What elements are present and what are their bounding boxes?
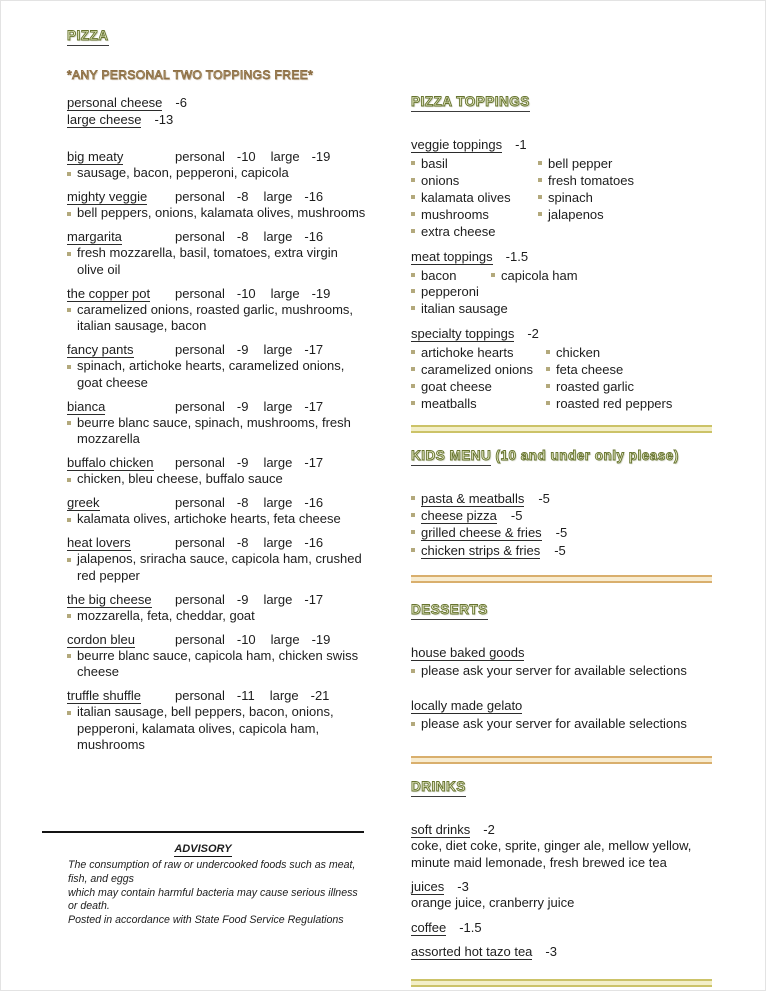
bullet-icon (411, 496, 415, 500)
topping-cell (411, 268, 491, 285)
pizza-name: the copper pot (67, 285, 151, 301)
pizza-list (67, 148, 367, 754)
topping-label: artichoke hearts (421, 345, 514, 361)
pizza-item-header (67, 398, 367, 415)
topping-label: extra cheese (421, 223, 496, 239)
size-label-large: large (270, 149, 300, 164)
pizza-item (67, 687, 367, 754)
drink-name-row (411, 821, 712, 838)
bullet-icon (546, 401, 550, 405)
bullet-icon (67, 614, 71, 618)
item-name: personal cheese (67, 95, 163, 110)
topping-group-specialty (411, 325, 712, 413)
pizza-item-header (67, 148, 367, 165)
bullet-icon (67, 518, 71, 522)
size-label-large: large (269, 688, 299, 703)
topping-cell (546, 362, 712, 379)
pizza-description (67, 511, 367, 528)
topping-cell (411, 156, 538, 173)
kids-menu-section-title (411, 447, 712, 466)
topping-cell (546, 396, 712, 413)
topping-group-price: -2 (527, 326, 539, 342)
topping-cell (546, 345, 712, 362)
drinks-title-text: DRINKS (411, 778, 466, 797)
bullet-icon (546, 367, 550, 371)
pizza-toppings-text: bell peppers, onions, kalamata olives, mushrooms (77, 205, 366, 220)
topping-cell (411, 224, 538, 241)
price-personal: -9 (236, 342, 249, 357)
advisory-line: The consumption of raw or undercooked foods such as meat, fish, and eggs (68, 859, 356, 885)
right-column (411, 93, 712, 991)
bullet-icon (411, 548, 415, 552)
item-name: juices (411, 879, 445, 895)
drink-name-row (411, 943, 712, 960)
dessert-name-row (411, 697, 712, 714)
item-price: -5 (554, 542, 566, 558)
price-large: -17 (304, 342, 324, 357)
topping-row (411, 207, 712, 224)
bullet-icon (538, 178, 542, 182)
size-label-personal: personal (175, 229, 225, 244)
topping-group-veggie (411, 136, 712, 241)
desserts-list (411, 644, 712, 732)
drinks-section-title (411, 778, 712, 797)
topping-row (411, 284, 712, 301)
item-price: -5 (510, 508, 523, 524)
bullet-icon (411, 195, 415, 199)
kids-menu-list (411, 490, 712, 559)
pizza-item (67, 534, 367, 584)
topping-group-price: -1.5 (505, 248, 529, 264)
price-personal: -9 (236, 455, 249, 470)
section-separator (411, 979, 712, 987)
topping-label: roasted garlic (556, 379, 635, 395)
left-column (67, 27, 367, 927)
pizza-toppings-text: beurre blanc sauce, capicola ham, chicken swiss cheese (77, 647, 359, 679)
pizza-toppings-text: fresh mozzarella, basil, tomatoes, extra virgin olive oil (77, 245, 338, 277)
dessert-item (411, 697, 712, 732)
advisory-text (42, 859, 364, 928)
price-personal: -10 (236, 285, 256, 301)
kids-menu-item (411, 524, 712, 541)
item-price: -5 (538, 490, 550, 506)
topping-group-header (411, 248, 712, 265)
price-large: -17 (304, 398, 324, 414)
dessert-item (411, 644, 712, 679)
topping-rows (411, 268, 712, 319)
bullet-icon (67, 252, 71, 256)
size-label-large: large (263, 229, 293, 244)
pizza-name: margarita (67, 229, 122, 244)
size-label-personal: personal (175, 631, 225, 647)
pizza-name: mighty veggie (67, 189, 148, 204)
pizza-name: the big cheese (67, 591, 152, 607)
topping-cell (411, 173, 538, 190)
bullet-icon (538, 161, 542, 165)
drink-description: orange juice, cranberry juice (411, 895, 575, 911)
pizza-item (67, 494, 367, 528)
drink-name-row (411, 878, 712, 895)
item-name: house baked goods (411, 645, 525, 661)
pizza-item (67, 454, 367, 488)
pizza-toppings-text: italian sausage, bell peppers, bacon, onions, pepperoni, kalamata olives, capicola ham, mushrooms (77, 704, 334, 752)
bullet-icon (491, 273, 495, 277)
size-label-personal: personal (175, 149, 225, 164)
item-name: grilled cheese & fries (421, 525, 542, 541)
size-label-personal: personal (175, 455, 225, 470)
dessert-name-row (411, 644, 712, 661)
bullet-icon (411, 669, 415, 673)
topping-group-name: specialty toppings (411, 326, 515, 342)
dessert-description (411, 715, 712, 732)
item-name: chicken strips & fries (421, 542, 541, 558)
topping-label: italian sausage (421, 301, 508, 317)
topping-label: pepperoni (421, 284, 479, 300)
topping-group-name: meat toppings (411, 248, 493, 264)
pizza-toppings-text: spinach, artichoke hearts, caramelized onions, goat cheese (77, 358, 345, 390)
topping-label: bell pepper (548, 156, 613, 171)
pizza-item-header (67, 534, 367, 551)
size-label-personal: personal (175, 688, 225, 703)
cheese-price-list (67, 94, 367, 128)
topping-label: mushrooms (421, 206, 489, 222)
pizza-item-header (67, 341, 367, 358)
size-label-personal: personal (175, 285, 225, 301)
drink-name-row (411, 919, 712, 936)
size-label-large: large (270, 631, 300, 647)
topping-group-header (411, 325, 712, 342)
pizza-description (67, 165, 367, 182)
topping-label: meatballs (421, 395, 477, 411)
topping-group-name: veggie toppings (411, 137, 503, 152)
size-label-personal: personal (175, 535, 225, 550)
pizza-toppings-text: mozzarella, feta, cheddar, goat (77, 607, 255, 623)
bullet-icon (411, 306, 415, 310)
desserts-title-text: DESSERTS (411, 601, 488, 620)
pizza-item-header (67, 285, 367, 302)
price-personal: -8 (236, 189, 249, 204)
pizza-name: big meaty (67, 149, 124, 164)
price-large: -17 (304, 591, 324, 607)
bullet-icon (67, 421, 71, 425)
pizza-item (67, 188, 367, 222)
topping-cell (538, 173, 712, 190)
item-name: cheese pizza (421, 508, 497, 524)
pizza-toppings-text: chicken, bleu cheese, buffalo sauce (77, 471, 283, 486)
topping-label: kalamata olives (421, 189, 511, 205)
item-name: locally made gelato (411, 698, 523, 714)
pizza-item-header (67, 494, 367, 511)
topping-label: roasted red peppers (556, 395, 673, 411)
size-label-large: large (263, 535, 293, 550)
topping-row (411, 190, 712, 207)
price-large: -16 (304, 495, 324, 510)
topping-cell (538, 207, 712, 224)
size-label-personal: personal (175, 342, 225, 357)
topping-row (411, 224, 712, 241)
pizza-description (67, 245, 367, 278)
pizza-description (67, 358, 367, 391)
topping-row (411, 345, 712, 362)
topping-group-header (411, 136, 712, 153)
item-price: -2 (483, 822, 495, 838)
pizza-item-header (67, 228, 367, 245)
topping-cell (411, 190, 538, 207)
price-large: -17 (304, 455, 324, 470)
cheese-price-row (67, 94, 367, 111)
bullet-icon (538, 212, 542, 216)
topping-row (411, 396, 712, 413)
pizza-name: heat lovers (67, 535, 131, 550)
bullet-icon (411, 367, 415, 371)
price-personal: -8 (236, 229, 249, 244)
topping-label: fresh tomatoes (548, 172, 634, 188)
bullet-icon (411, 289, 415, 293)
kids-menu-subtitle: (10 and under only please) (491, 447, 679, 463)
size-label-large: large (263, 495, 293, 510)
price-personal: -11 (236, 688, 255, 703)
pizza-toppings-text: caramelized onions, roasted garlic, mushrooms, italian sausage, bacon (77, 301, 354, 333)
topping-row (411, 173, 712, 190)
pizza-name: greek (67, 495, 100, 510)
bullet-icon (67, 365, 71, 369)
size-label-large: large (263, 398, 293, 414)
item-price: -1.5 (459, 919, 482, 935)
price-personal: -8 (236, 495, 249, 510)
bullet-icon (411, 401, 415, 405)
pizza-description (67, 302, 367, 335)
bullet-icon (546, 384, 550, 388)
pizza-name: bianca (67, 398, 106, 414)
drink-item (411, 943, 712, 960)
size-label-personal: personal (175, 495, 225, 510)
pizza-description (67, 205, 367, 222)
section-separator (411, 425, 712, 433)
bullet-icon (546, 350, 550, 354)
size-label-large: large (263, 342, 293, 357)
price-large: -21 (310, 688, 330, 703)
drink-item (411, 919, 712, 936)
pizza-section-title-text: PIZZA (67, 27, 109, 46)
topping-label: capicola ham (501, 267, 578, 283)
bullet-icon (67, 558, 71, 562)
topping-row (411, 301, 712, 318)
topping-label: feta cheese (556, 362, 624, 378)
pizza-section-title (67, 27, 367, 46)
topping-rows (411, 345, 712, 413)
advisory-line: which may contain harmful bacteria may cause serious illness or death. (68, 886, 358, 913)
price-personal: -9 (236, 398, 249, 414)
size-label-personal: personal (175, 591, 225, 607)
bullet-icon (411, 350, 415, 354)
topping-label: spinach (548, 189, 593, 205)
topping-cell (491, 268, 712, 285)
topping-label: goat cheese (421, 379, 492, 395)
drink-item (411, 821, 712, 871)
topping-group-meat (411, 248, 712, 319)
pizza-name: buffalo chicken (67, 455, 154, 470)
drink-item (411, 878, 712, 912)
topping-row (411, 362, 712, 379)
bullet-icon (67, 654, 71, 658)
pizza-item (67, 341, 367, 391)
bullet-icon (67, 212, 71, 216)
topping-cell (538, 156, 712, 173)
item-price: -6 (175, 95, 187, 110)
topping-rows (411, 156, 712, 241)
kids-menu-item (411, 507, 712, 524)
advisory-block (42, 831, 364, 928)
topping-cell (411, 379, 546, 396)
pizza-toppings-text: sausage, bacon, pepperoni, capicola (77, 165, 289, 180)
bullet-icon (538, 195, 542, 199)
topping-cell (546, 379, 712, 396)
dessert-description (411, 662, 712, 679)
bullet-icon (411, 229, 415, 233)
size-label-personal: personal (175, 189, 225, 204)
divider-line (42, 831, 364, 833)
size-label-large: large (263, 189, 293, 204)
size-label-large: large (263, 591, 293, 607)
pizza-description (67, 471, 367, 488)
pizza-name: fancy pants (67, 342, 134, 357)
topping-label: caramelized onions (421, 362, 534, 378)
item-price: -3 (545, 943, 557, 959)
price-large: -19 (311, 285, 331, 301)
bullet-icon (411, 513, 415, 517)
topping-cell (538, 190, 712, 207)
topping-cell (411, 345, 546, 362)
pizza-name: truffle shuffle (67, 688, 141, 703)
price-large: -16 (304, 535, 324, 550)
kids-menu-item (411, 490, 712, 507)
price-large: -19 (311, 631, 331, 647)
price-personal: -10 (236, 631, 256, 647)
pizza-description (67, 608, 367, 625)
topping-group-price: -1 (515, 137, 527, 152)
dessert-description-text: please ask your server for available selections (421, 663, 687, 679)
pizza-item (67, 228, 367, 278)
pizza-description (67, 415, 367, 448)
bullet-icon (411, 212, 415, 216)
bullet-icon (411, 161, 415, 165)
bullet-icon (411, 273, 415, 277)
bullet-icon (411, 178, 415, 182)
topping-label: chicken (556, 345, 601, 361)
pizza-toppings-text: kalamata olives, artichoke hearts, feta cheese (77, 511, 341, 526)
bullet-icon (411, 530, 415, 534)
bullet-icon (411, 384, 415, 388)
bullet-icon (411, 722, 415, 726)
pizza-item (67, 148, 367, 182)
advisory-title-text: ADVISORY (174, 843, 232, 855)
pizza-item (67, 285, 367, 335)
pizza-item (67, 631, 367, 681)
pizza-toppings-text: beurre blanc sauce, spinach, mushrooms, fresh mozzarella (77, 414, 351, 446)
size-label-large: large (270, 285, 300, 301)
bullet-icon (67, 478, 71, 482)
topping-row (411, 156, 712, 173)
drink-description: coke, diet coke, sprite, ginger ale, mellow yellow, minute maid lemonade, fresh brewed ice tea (411, 838, 692, 870)
promo-banner: *ANY PERSONAL TWO TOPPINGS FREE* (67, 68, 314, 82)
price-large: -16 (304, 189, 324, 204)
pizza-item-header (67, 591, 367, 608)
pizza-description (67, 648, 367, 681)
topping-row (411, 268, 712, 285)
bullet-icon (67, 308, 71, 312)
item-name: large cheese (67, 112, 142, 127)
topping-cell (411, 396, 546, 413)
pizza-name: cordon bleu (67, 631, 135, 647)
topping-cell (411, 301, 508, 318)
desserts-section-title (411, 601, 712, 620)
item-name: soft drinks (411, 822, 471, 838)
pizza-item-header (67, 188, 367, 205)
pizza-item-header (67, 631, 367, 648)
section-separator (411, 756, 712, 764)
section-separator (411, 575, 712, 583)
item-price: -5 (555, 525, 568, 541)
drinks-list (411, 821, 712, 960)
topping-label: bacon (421, 267, 457, 283)
pizza-toppings-section-title (411, 93, 712, 112)
item-name: pasta & meatballs (421, 490, 525, 506)
pizza-toppings-text: jalapenos, sriracha sauce, capicola ham, crushed red pepper (77, 551, 362, 583)
topping-cell (411, 362, 546, 379)
price-personal: -8 (236, 535, 249, 550)
pizza-description (67, 551, 367, 584)
pizza-item-header (67, 687, 367, 704)
topping-label: jalapenos (548, 206, 604, 222)
pizza-item-header (67, 454, 367, 471)
bullet-icon (67, 711, 71, 715)
item-price: -3 (457, 879, 469, 895)
price-large: -19 (311, 149, 331, 164)
item-name: assorted hot tazo tea (411, 943, 533, 959)
price-personal: -10 (236, 149, 256, 164)
topping-cell (411, 207, 538, 224)
advisory-line: Posted in accordance with State Food Service Regulations (68, 914, 344, 927)
dessert-description-text: please ask your server for available selections (421, 716, 687, 732)
topping-label: basil (421, 156, 448, 171)
pizza-toppings-title-text: PIZZA TOPPINGS (411, 93, 530, 112)
price-personal: -9 (236, 591, 249, 607)
bullet-icon (67, 172, 71, 176)
size-label-personal: personal (175, 398, 225, 414)
topping-label: onions (421, 172, 460, 188)
cheese-price-row (67, 111, 367, 128)
advisory-title (42, 842, 364, 857)
pizza-item (67, 591, 367, 625)
pizza-description (67, 704, 367, 754)
size-label-large: large (263, 455, 293, 470)
pizza-item (67, 398, 367, 448)
topping-cell (411, 284, 491, 301)
price-large: -16 (304, 229, 324, 244)
topping-row (411, 379, 712, 396)
kids-menu-item (411, 542, 712, 559)
item-name: coffee (411, 919, 447, 935)
item-price: -13 (154, 112, 174, 127)
kids-menu-title-text: KIDS MENU (411, 447, 491, 466)
